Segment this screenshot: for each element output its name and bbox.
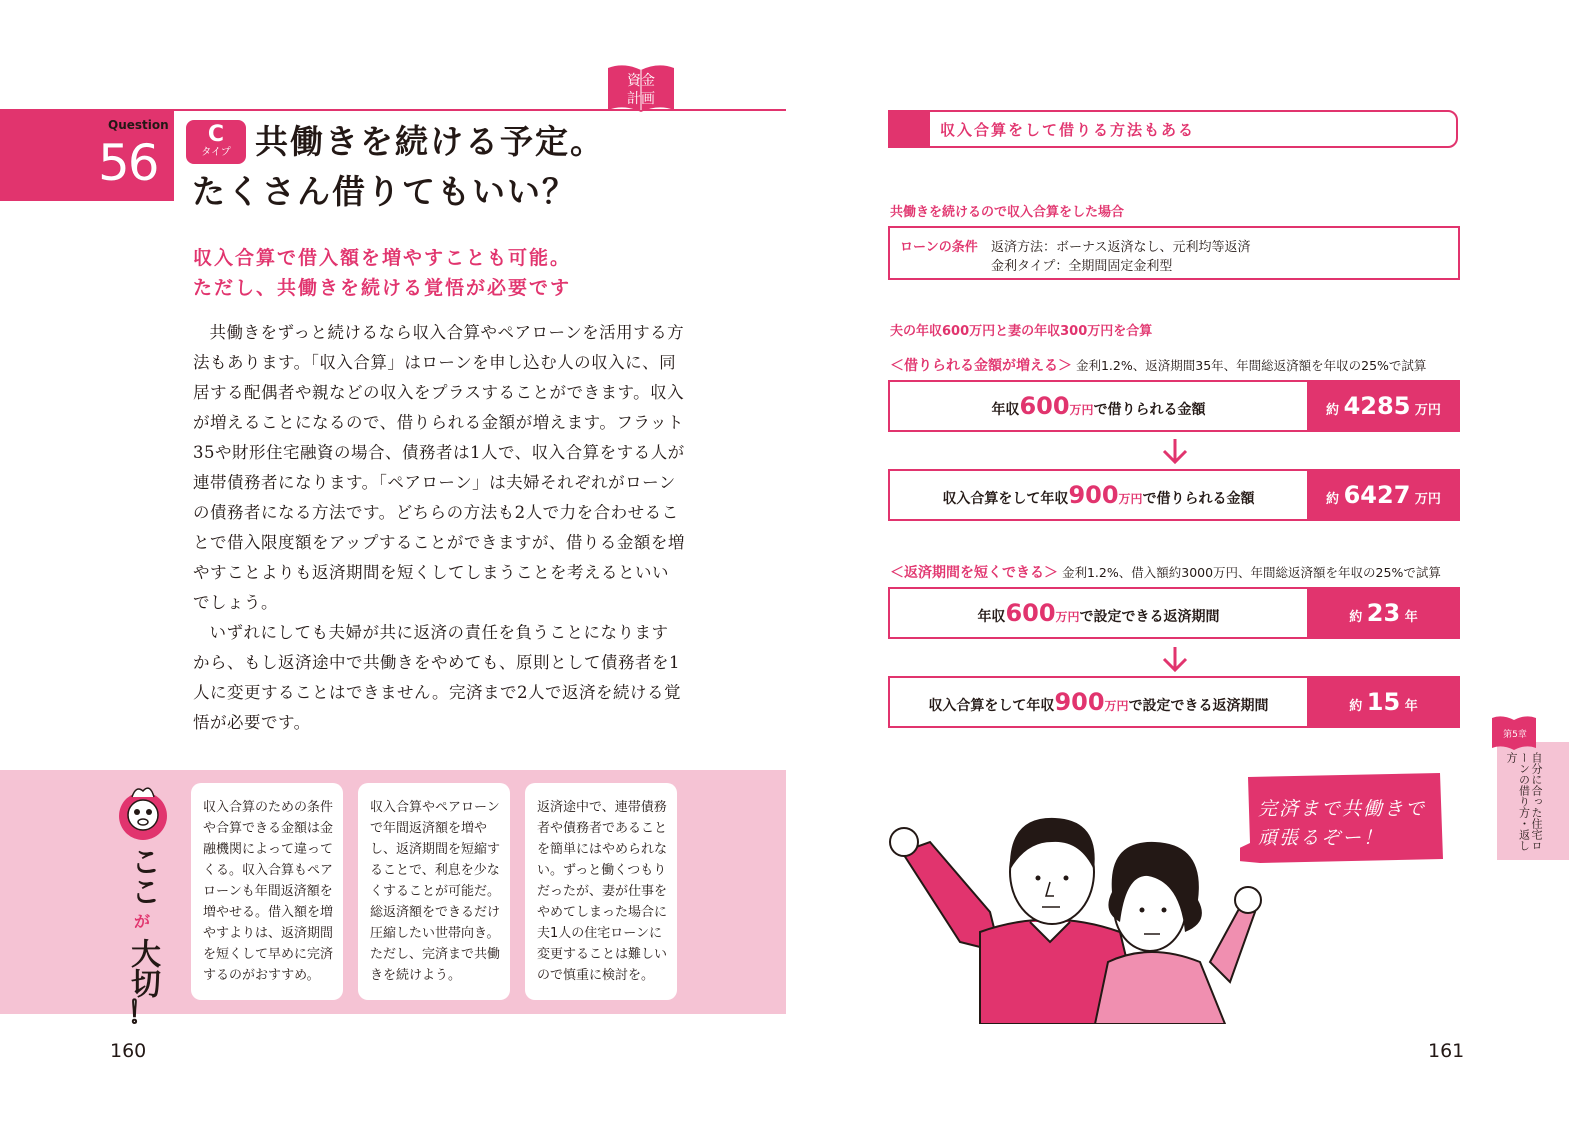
bubble-line2: 頑張るぞー！ bbox=[1258, 827, 1385, 849]
body-paragraph-1: 共働きをずっと続けるなら収入合算やペアローンを活用する方法もあります。「収入合算」はローンを申し込む人の収入に、同居する配偶者や親などの収入をプラスすることができます。収入が増えることになるので、借りられる金額が増えます。フラット35や財形住宅融資の場合、債務者は1人で、収入合算をする人が連帯債務者になります。「ペアローン」は夫婦それぞれがローンの債務者になる方法です。どちらの方法も2人で力を合わせることで借入限度額をアップすることができますが、借りる金額を増やすことよりも返済期間を短くしてしまうことを考えるといいでしょう。 bbox=[193, 323, 685, 612]
conditions-line2: 金利タイプ：全期間固定金利型 bbox=[991, 259, 1173, 274]
page-title-line1: 共働きを続ける予定。 bbox=[255, 122, 605, 161]
row-pre: 年収 bbox=[991, 402, 1020, 418]
arrow-down-icon bbox=[1160, 645, 1190, 673]
sub1-label: ＜借りられる金額が増える＞ bbox=[890, 358, 1072, 374]
value-num: 15 bbox=[1366, 688, 1401, 716]
sub1-note: 金利1.2%、返済期間35年、年間総返済額を年収の25%で試算 bbox=[1075, 358, 1427, 373]
row-unit: 万円 bbox=[1055, 610, 1080, 624]
comparison-row-label bbox=[890, 471, 1307, 519]
row-pre: 年収 bbox=[977, 609, 1006, 625]
value-num: 23 bbox=[1366, 599, 1401, 627]
tip-card-3: 返済途中で、連帯債務者や債務者であることを簡単にはやめられない。ずっと働くつもりだったが、妻が仕事をやめてしまった場合に夫1人の住宅ローンに変更することは難しいので慎重に検討を。 bbox=[525, 783, 677, 1000]
question-label: Question bbox=[108, 118, 169, 132]
type-letter: C bbox=[207, 122, 225, 147]
row-num: 600 bbox=[1005, 599, 1056, 627]
section1-title: 共働きを続けるので収入合算をした場合 bbox=[890, 205, 1125, 220]
row-post: で設定できる返済期間 bbox=[1128, 698, 1269, 714]
category-tag-line1: 資金 bbox=[627, 73, 655, 89]
page-number-right: 161 bbox=[1428, 1040, 1465, 1062]
type-word: タイプ bbox=[201, 147, 231, 158]
arrow-down-icon bbox=[1160, 437, 1190, 465]
row-unit: 万円 bbox=[1118, 492, 1143, 506]
section2-title: 夫の年収600万円と妻の年収300万円を合算 bbox=[890, 324, 1153, 339]
section-header-text: 収入合算をして借りる方法もある bbox=[940, 121, 1196, 139]
value-num: 6427 bbox=[1343, 481, 1411, 509]
key-points-heading bbox=[120, 846, 164, 1030]
row-pre: 収入合算をして年収 bbox=[942, 491, 1069, 507]
row-unit: 万円 bbox=[1069, 403, 1094, 417]
row-num: 600 bbox=[1019, 392, 1070, 420]
tip-card-1: 収入合算のための条件や合算できる金額は金融機関によって違ってくる。収入合算もペアローンも年間返済額を増やせる。借入額を増やすよりは、返済期間を短くして早めに完済するのがおすすめ。 bbox=[191, 783, 343, 1000]
couple-illustration bbox=[880, 812, 1300, 1024]
question-number: 56 bbox=[98, 134, 158, 192]
bubble-line1: 完済まで共働きで bbox=[1258, 798, 1427, 820]
sub2-note: 金利1.2%、借入額約3000万円、年間総返済額を年収の25%で試算 bbox=[1061, 565, 1441, 580]
sub2 bbox=[890, 562, 1441, 582]
category-book-icon bbox=[606, 62, 676, 112]
koko-text-c: ！ bbox=[127, 996, 157, 1031]
row-post: で借りられる金額 bbox=[1142, 491, 1255, 507]
value-num: 4285 bbox=[1343, 392, 1411, 420]
page-title-line2: たくさん借りてもいい？ bbox=[192, 172, 577, 211]
row-pre: 収入合算をして年収 bbox=[928, 698, 1055, 714]
koko-text-b: 大切 bbox=[125, 938, 160, 998]
value-unit: 年 bbox=[1404, 610, 1418, 625]
comparison-row-value bbox=[1307, 469, 1460, 521]
subhead bbox=[193, 243, 571, 303]
comparison-row-value bbox=[1307, 380, 1460, 432]
chapter-title: 自分に合った住宅ローンの借り方・返し方 bbox=[1505, 752, 1543, 851]
koko-text-a: ここ bbox=[125, 846, 160, 906]
subhead-line2: ただし、共働きを続ける覚悟が必要です bbox=[193, 277, 572, 299]
value-pre: 約 bbox=[1349, 699, 1363, 714]
row-unit: 万円 bbox=[1104, 699, 1129, 713]
value-pre: 約 bbox=[1326, 403, 1340, 418]
sub2-label: ＜返済期間を短くできる＞ bbox=[890, 565, 1058, 581]
koko-text-ga: が bbox=[133, 912, 150, 931]
value-pre: 約 bbox=[1326, 492, 1340, 507]
subhead-line1: 収入合算で借入額を増やすことも可能。 bbox=[193, 247, 572, 269]
comparison-row-label bbox=[890, 678, 1307, 726]
body-text bbox=[193, 318, 685, 738]
conditions-label: ローンの条件 bbox=[900, 240, 978, 255]
value-unit: 年 bbox=[1404, 699, 1418, 714]
comparison-row-label bbox=[890, 382, 1307, 430]
row-post: で借りられる金額 bbox=[1093, 402, 1206, 418]
row-num: 900 bbox=[1068, 481, 1119, 509]
mascot-face-icon bbox=[116, 783, 170, 841]
page-number-left: 160 bbox=[110, 1040, 147, 1062]
body-paragraph-2: いずれにしても夫婦が共に返済の責任を負うことになりますから、もし返済途中で共働きをやめても、原則として債務者を1人に変更することはできません。完済まで2人で返済を続ける覚悟が必要です。 bbox=[193, 623, 681, 732]
sub1 bbox=[890, 355, 1426, 375]
type-badge bbox=[186, 120, 246, 164]
row-num: 900 bbox=[1054, 688, 1105, 716]
comparison-row-label bbox=[890, 589, 1307, 637]
value-pre: 約 bbox=[1349, 610, 1363, 625]
chapter-number: 第5章 bbox=[1503, 730, 1527, 740]
tip-card-2: 収入合算やペアローンで年間返済額を増やし、返済期間を短縮することで、利息を少なくすることが可能だ。総返済額をできるだけ圧縮したい世帯向き。ただし、完済まで共働きを続けよう。 bbox=[358, 783, 510, 1000]
comparison-row-value bbox=[1307, 676, 1460, 728]
section-header-mark bbox=[888, 110, 930, 148]
category-tag-line2: 計画 bbox=[627, 91, 655, 107]
conditions-line1: 返済方法：ボーナス返済なし、元利均等返済 bbox=[991, 240, 1251, 255]
row-post: で設定できる返済期間 bbox=[1079, 609, 1220, 625]
value-unit: 万円 bbox=[1414, 492, 1441, 507]
comparison-row-value bbox=[1307, 587, 1460, 639]
value-unit: 万円 bbox=[1414, 403, 1441, 418]
